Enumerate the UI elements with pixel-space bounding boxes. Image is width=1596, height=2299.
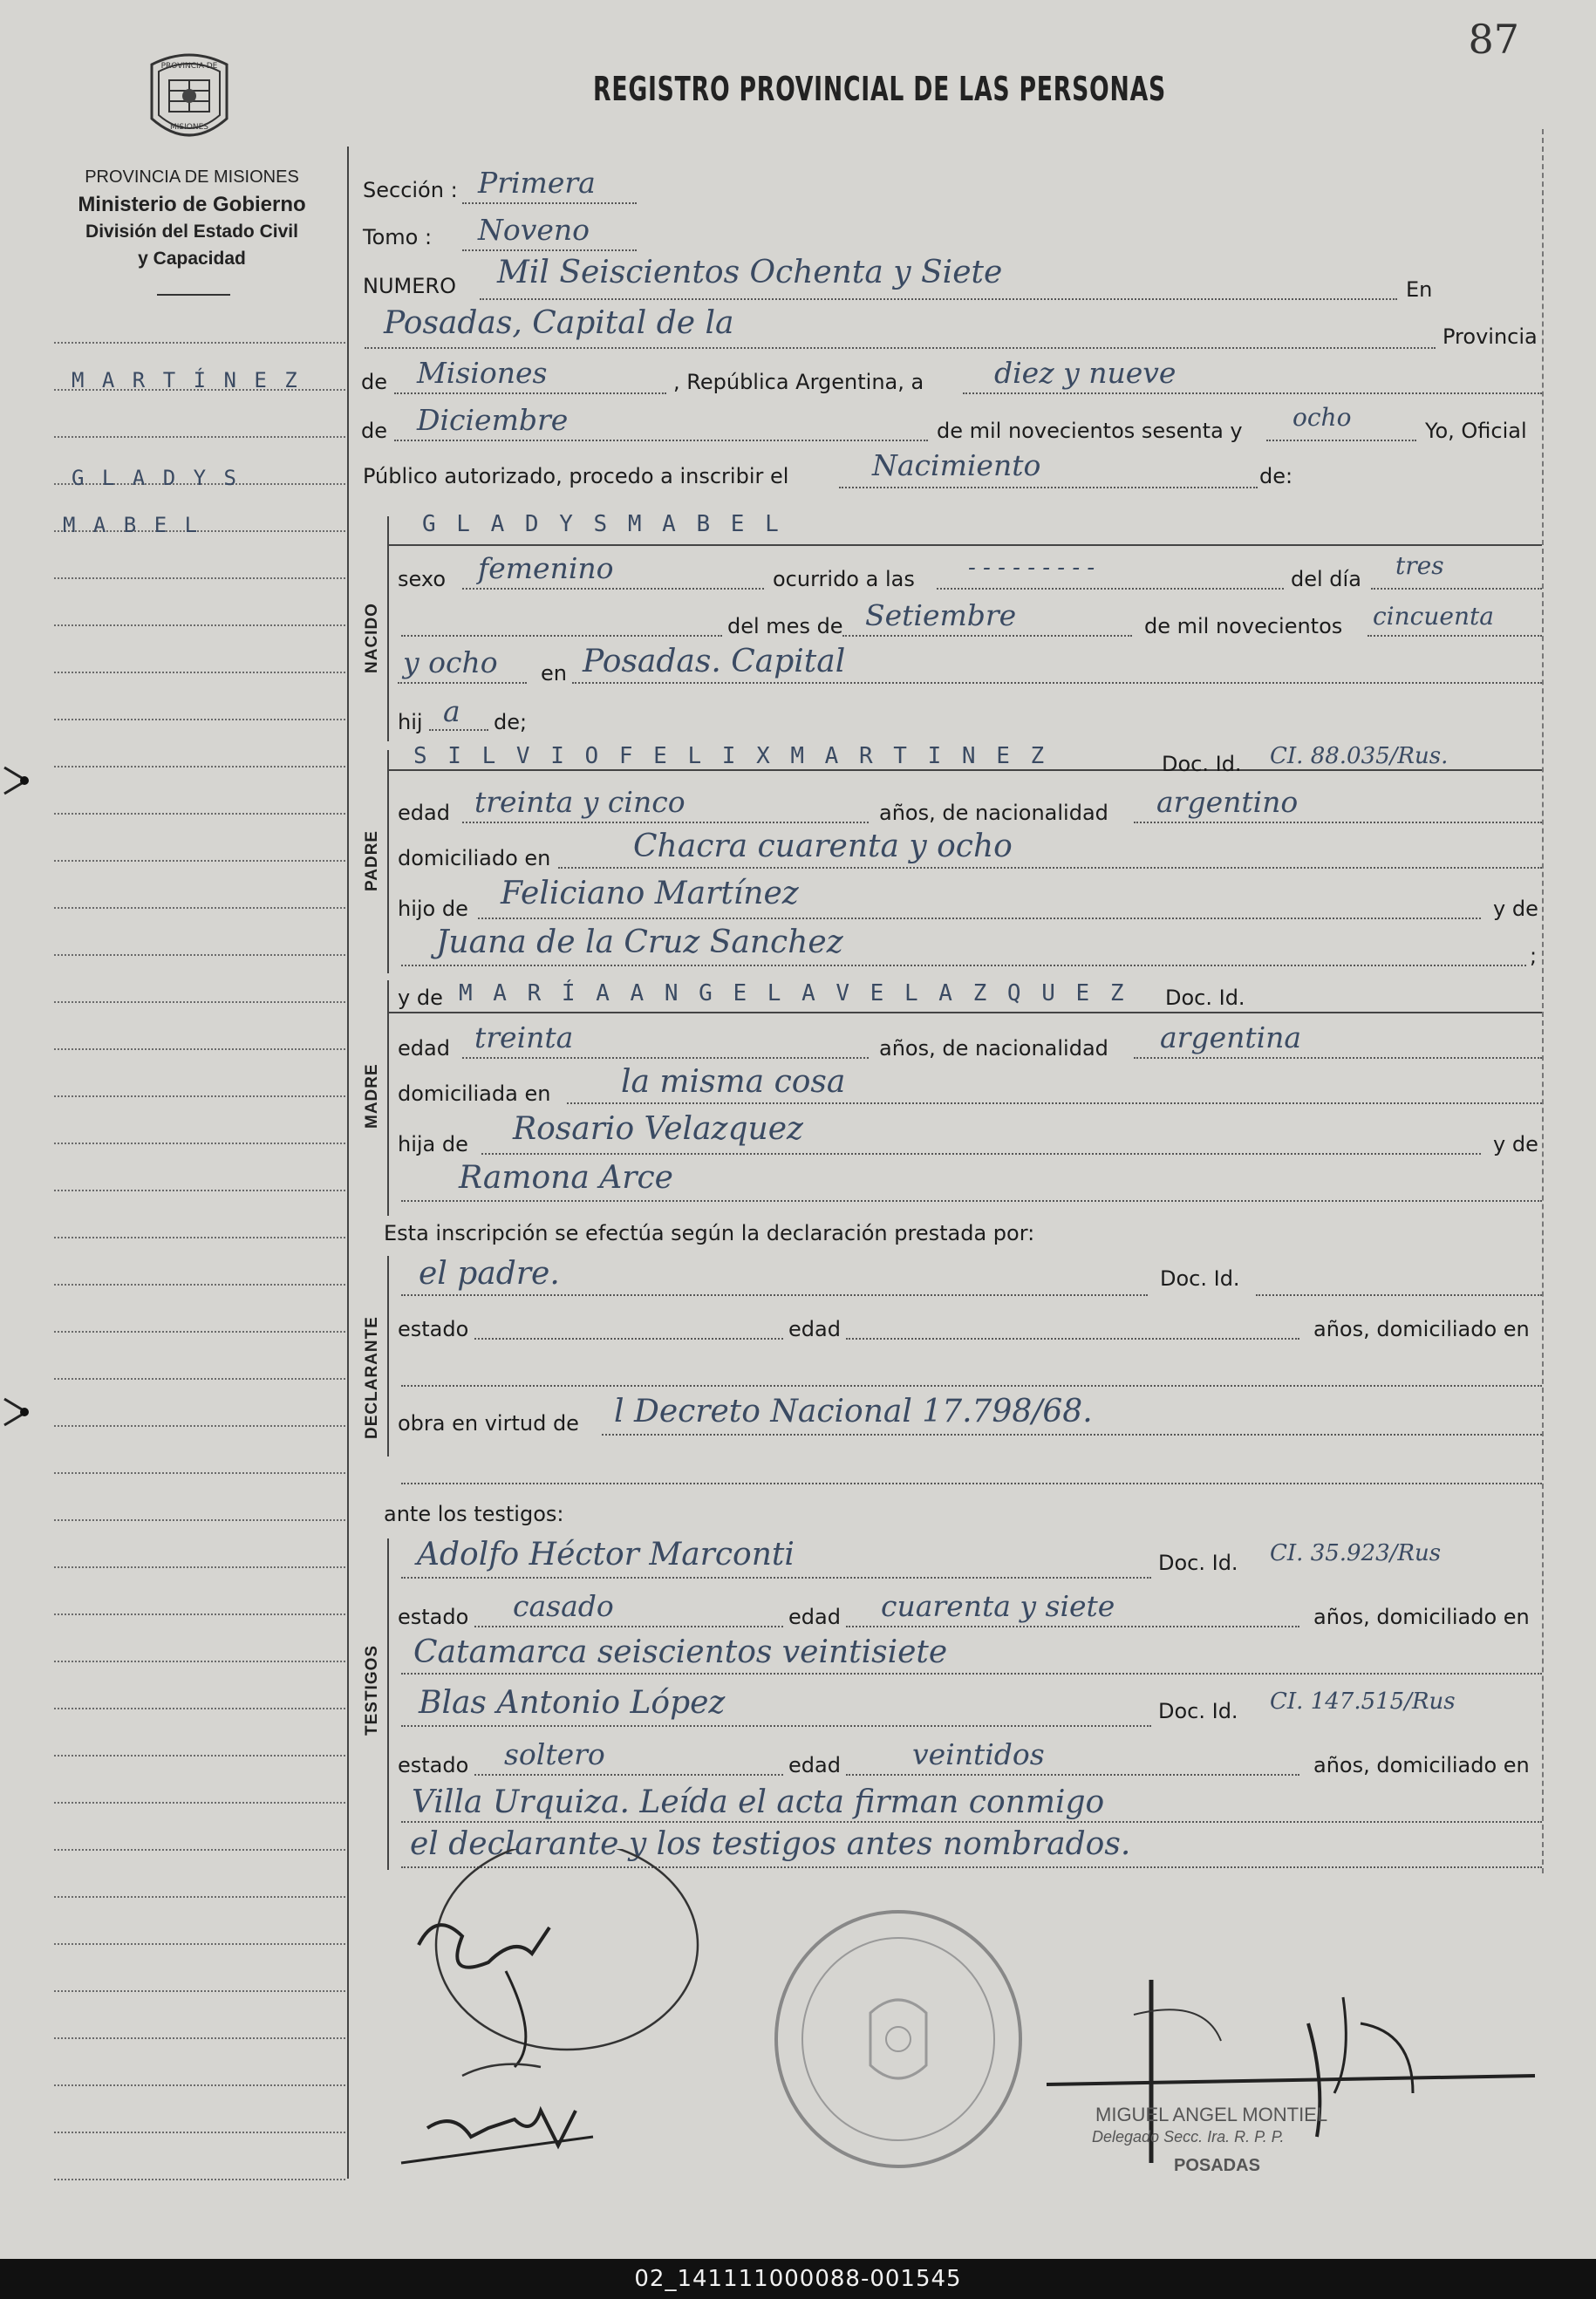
margin-ruled-line — [54, 624, 345, 626]
obra-label: obra en virtud de — [398, 1411, 579, 1436]
testigo2-estado-line — [474, 1774, 783, 1776]
authority-line-1: PROVINCIA DE MISIONES — [85, 167, 299, 187]
nacido-en-label: en — [541, 661, 567, 686]
testigo1-doc-label: Doc. Id. — [1158, 1551, 1238, 1575]
province-line — [394, 392, 666, 394]
madre-nac-value: argentina — [1160, 1020, 1302, 1054]
margin-ruled-line — [54, 766, 345, 767]
place-line — [365, 347, 1436, 349]
seal-text-bottom: MISIONES — [169, 123, 209, 132]
madre-top-rule — [387, 1012, 1542, 1013]
official-name: MIGUEL ANGEL MONTIEL — [1095, 2104, 1328, 2125]
year-label: de mil novecientos sesenta y — [937, 419, 1243, 443]
tomo-value: Noveno — [478, 213, 590, 247]
dia-label: del día — [1291, 567, 1361, 591]
authority-line-4: y Capacidad — [138, 249, 246, 269]
margin-given-name-1: G L A D Y S — [72, 466, 239, 490]
margin-ruled-line — [54, 1519, 345, 1521]
anio-value: cincuenta — [1373, 602, 1494, 631]
binding-mark-icon — [0, 759, 61, 802]
form-left-border — [347, 147, 349, 2179]
madre-dom-label: domiciliada en — [398, 1081, 551, 1106]
mes-leading-line — [401, 635, 722, 637]
anio2-value: y ocho — [403, 645, 498, 679]
margin-ruled-line — [54, 813, 345, 815]
authority-line-3: División del Estado Civil — [85, 222, 298, 242]
margin-ruled-line — [54, 577, 345, 579]
madre-bracket — [387, 980, 389, 1216]
testigo1-estado-line — [474, 1626, 783, 1627]
tomo-label: Tomo : — [363, 225, 433, 249]
authority-divider — [157, 294, 230, 296]
padre-madre-line — [401, 965, 1526, 966]
padre-doc-label: Doc. Id. — [1162, 752, 1242, 776]
testigo2-dom: Villa Urquiza. Leída el acta firman conmigo — [412, 1784, 1105, 1820]
declarante-estado-line — [474, 1338, 783, 1340]
margin-ruled-line — [54, 954, 345, 956]
declarante-name-line — [401, 1294, 1148, 1296]
hora-value: - - - - - - - - - — [968, 555, 1095, 581]
declarante-edad-label: edad — [788, 1317, 841, 1341]
de2-label: de — [361, 419, 387, 443]
provincia-label: Provincia — [1443, 324, 1538, 349]
declarante-blank-line — [401, 1385, 1542, 1387]
margin-ruled-line — [54, 1755, 345, 1757]
margin-ruled-line — [54, 2132, 345, 2133]
margin-ruled-line — [54, 1802, 345, 1804]
madre-dom-value: la misma cosa — [621, 1064, 846, 1100]
numero-label: NUMERO — [363, 274, 456, 298]
padre-bracket — [387, 750, 389, 973]
margin-ruled-line — [54, 1896, 345, 1898]
hij-de-label: de; — [494, 710, 528, 734]
testigo1-doc: CI. 35.923/Rus — [1270, 1540, 1442, 1566]
margin-ruled-line — [54, 1708, 345, 1709]
testigo2-doc: CI. 147.515/Rus — [1270, 1688, 1456, 1715]
margin-ruled-line — [54, 1284, 345, 1286]
hora-line — [937, 588, 1284, 590]
margin-ruled-line — [54, 2084, 345, 2086]
place-value: Posadas, Capital de la — [384, 305, 734, 341]
testigo2-name: Blas Antonio López — [419, 1685, 726, 1721]
mes-line — [842, 635, 1132, 637]
declarante-name: el padre. — [419, 1256, 560, 1292]
de3-label: de: — [1259, 464, 1293, 488]
madre-hija-value: Rosario Velazquez — [513, 1111, 803, 1147]
madre-yde-label: y de — [398, 986, 443, 1010]
official-city: POSADAS — [1174, 2156, 1260, 2175]
closing-text: el declarante y los testigos antes nombrados. — [410, 1826, 1131, 1862]
mes-label: del mes de — [727, 614, 843, 638]
seccion-value: Primera — [478, 166, 596, 200]
padre-yde-label: y de — [1493, 897, 1538, 921]
official-role: Delegado Secc. Ira. R. P. P. — [1092, 2128, 1285, 2146]
obra-value: l Decreto Nacional 17.798/68. — [614, 1394, 1093, 1429]
testigos-section-label: TESTIGOS — [363, 1644, 381, 1736]
document-title: REGISTRO PROVINCIAL DE LAS PERSONAS — [593, 70, 1167, 108]
padre-nac-value: argentino — [1156, 785, 1299, 819]
sexo-label: sexo — [398, 567, 446, 591]
declarante-intro: Esta inscripción se efectúa según la declaración prestada por: — [384, 1221, 1035, 1245]
testigo2-estado: soltero — [504, 1737, 605, 1771]
madre-name: M A R Í A A N G E L A V E L A Z Q U E Z — [459, 980, 1128, 1006]
madre-hija-label: hija de — [398, 1132, 468, 1156]
margin-ruled-line — [54, 1472, 345, 1474]
testigo1-edad-label: edad — [788, 1605, 841, 1629]
sexo-value: femenino — [478, 551, 614, 585]
madre-hija-line — [481, 1153, 1481, 1155]
padre-nac-label: años, de nacionalidad — [879, 801, 1108, 825]
tomo-line — [462, 249, 637, 251]
testigo2-estado-label: estado — [398, 1753, 469, 1777]
declarante-estado-label: estado — [398, 1317, 469, 1341]
nacido-top-rule — [387, 544, 1542, 546]
de-label: de — [361, 370, 387, 394]
testigo1-estado: casado — [513, 1589, 614, 1623]
declarante-bracket — [387, 1256, 389, 1456]
margin-ruled-line — [54, 719, 345, 720]
margin-ruled-line — [54, 672, 345, 673]
anio-line — [1368, 635, 1542, 637]
seccion-label: Sección : — [363, 178, 458, 202]
acta-type-line — [839, 487, 1258, 488]
hij-label: hij — [398, 710, 423, 734]
margin-ruled-line — [54, 1425, 345, 1427]
testigo2-edad-label: edad — [788, 1753, 841, 1777]
padre-name: S I L V I O F E L I X M A R T I N E Z — [413, 743, 1048, 769]
nacido-bracket — [387, 516, 389, 741]
padre-nac-line — [1134, 822, 1542, 823]
madre-edad-label: edad — [398, 1036, 450, 1061]
padre-semicolon: ; — [1530, 944, 1538, 968]
margin-ruled-line — [54, 1143, 345, 1144]
madre-edad-value: treinta — [474, 1020, 574, 1054]
hij-value: a — [443, 694, 460, 728]
dia-line — [1371, 588, 1542, 590]
madre-section-label: MADRE — [363, 1063, 381, 1129]
month-line — [394, 440, 928, 441]
declarante-doc-label: Doc. Id. — [1160, 1266, 1240, 1291]
declarante-section-label: DECLARANTE — [363, 1316, 381, 1439]
margin-ruled-line — [54, 1095, 345, 1097]
publico-label: Público autorizado, procedo a inscribir el — [363, 464, 789, 488]
madre-dom-line — [567, 1102, 1542, 1104]
binding-mark-icon — [0, 1390, 61, 1434]
padre-dom-line — [558, 867, 1542, 869]
margin-ruled-line — [54, 1943, 345, 1945]
margin-ruled-line — [54, 1849, 345, 1851]
margin-ruled-line — [54, 860, 345, 862]
testigo1-dom-line — [401, 1673, 1542, 1675]
declarante-dom-label: años, domiciliado en — [1313, 1317, 1530, 1341]
padre-hijo-value: Feliciano Martínez — [501, 876, 799, 911]
day-value: diez y nueve — [994, 356, 1177, 390]
page-number: 87 — [1468, 16, 1519, 63]
padre-hijo-label: hijo de — [398, 897, 468, 921]
month-value: Diciembre — [417, 403, 569, 437]
madre-nac-label: años, de nacionalidad — [879, 1036, 1108, 1061]
madre-doc-label: Doc. Id. — [1165, 986, 1245, 1010]
testigo2-doc-label: Doc. Id. — [1158, 1699, 1238, 1723]
margin-ruled-line — [54, 1001, 345, 1003]
form-right-border — [1542, 129, 1544, 1873]
margin-ruled-line — [54, 1613, 345, 1615]
margin-given-name-2: M A B E L — [63, 513, 201, 537]
mil-label: de mil novecientos — [1144, 614, 1343, 638]
testigo2-dom-label: años, domiciliado en — [1313, 1753, 1530, 1777]
province-seal-icon — [141, 45, 237, 152]
testigo1-edad-line — [846, 1626, 1299, 1627]
lugar-value: Posadas. Capital — [583, 644, 846, 679]
obra-line — [602, 1434, 1542, 1436]
authority-line-2: Ministerio de Gobierno — [78, 193, 306, 216]
madre-edad-line — [462, 1057, 869, 1059]
madre-nac-line — [1134, 1057, 1542, 1059]
declarante-edad-line — [846, 1338, 1299, 1340]
margin-ruled-line — [54, 436, 345, 438]
madre-madre-line — [401, 1200, 1542, 1202]
testigo2-dom-line — [401, 1821, 1542, 1823]
margin-ruled-line — [54, 342, 345, 344]
testigo1-dom: Catamarca seiscientos veintisiete — [413, 1634, 948, 1670]
margin-ruled-line — [54, 1566, 345, 1568]
lugar-line — [572, 682, 1542, 684]
issuing-authority — [35, 164, 349, 272]
oficial-label: Yo, Oficial — [1425, 419, 1527, 443]
margin-ruled-line — [54, 1378, 345, 1380]
seccion-line — [462, 202, 637, 204]
testigo1-estado-label: estado — [398, 1605, 469, 1629]
republica-label: , República Argentina, a — [673, 370, 924, 394]
declarante-doc-line — [1256, 1294, 1542, 1296]
acta-type-value: Nacimiento — [872, 448, 1041, 482]
testigo2-edad: veintidos — [912, 1737, 1045, 1771]
testigos-bracket — [387, 1538, 389, 1870]
testigo2-name-line — [401, 1725, 1151, 1727]
declarante-signature-icon — [366, 1849, 750, 2224]
margin-ruled-line — [54, 1190, 345, 1191]
numero-value: Mil Seiscientos Ochenta y Siete — [497, 255, 1003, 290]
margin-ruled-line — [54, 2037, 345, 2039]
testigo1-name: Adolfo Héctor Marconti — [417, 1537, 795, 1572]
margin-ruled-line — [54, 1048, 345, 1050]
padre-section-label: PADRE — [363, 829, 381, 891]
margin-ruled-line — [54, 2179, 345, 2180]
padre-edad-label: edad — [398, 801, 450, 825]
testigo1-name-line — [401, 1577, 1151, 1579]
padre-doc-value: CI. 88.035/Rus. — [1270, 743, 1449, 769]
dia-value: tres — [1395, 551, 1444, 580]
testigo2-edad-line — [846, 1774, 1299, 1776]
nacido-section-label: NACIDO — [363, 603, 381, 673]
margin-ruled-line — [54, 1990, 345, 1992]
margin-surname: M A R T Í N E Z — [72, 368, 300, 392]
margin-ruled-line — [54, 1331, 345, 1333]
margin-ruled-line — [54, 907, 345, 909]
official-stamp-icon — [767, 1908, 1029, 2170]
sexo-line — [462, 588, 764, 590]
madre-yde2-label: y de — [1493, 1132, 1538, 1156]
margin-ruled-line — [54, 1237, 345, 1238]
day-line — [963, 392, 1542, 394]
madre-madre-value: Ramona Arce — [459, 1160, 673, 1196]
province-value: Misiones — [417, 356, 548, 390]
mes-value: Setiembre — [865, 598, 1017, 632]
padre-hijo-line — [478, 918, 1481, 919]
testigos-intro: ante los testigos: — [384, 1502, 564, 1526]
padre-dom-label: domiciliado en — [398, 846, 551, 870]
padre-edad-value: treinta y cinco — [474, 785, 685, 819]
ocurrido-label: ocurrido a las — [773, 567, 915, 591]
hij-line — [429, 729, 488, 731]
numero-line — [480, 298, 1397, 300]
en-label: En — [1406, 277, 1433, 302]
padre-dom-value: Chacra cuarenta y ocho — [633, 829, 1013, 864]
padre-top-rule — [387, 769, 1542, 771]
obra-continuation-line — [401, 1483, 1542, 1484]
testigo1-dom-label: años, domiciliado en — [1313, 1605, 1530, 1629]
padre-edad-line — [462, 822, 869, 823]
scan-identifier: 02_141111000088-001545 — [0, 2259, 1596, 2299]
margin-ruled-line — [54, 1661, 345, 1662]
nacido-name: G L A D Y S M A B E L — [422, 511, 782, 537]
year-line — [1266, 440, 1416, 441]
anio2-line — [398, 682, 527, 684]
year-value: ocho — [1292, 403, 1352, 432]
seal-text-top: PROVINCIA DE — [160, 62, 218, 71]
testigo1-edad: cuarenta y siete — [881, 1589, 1115, 1623]
padre-madre-value: Juana de la Cruz Sanchez — [436, 924, 843, 960]
